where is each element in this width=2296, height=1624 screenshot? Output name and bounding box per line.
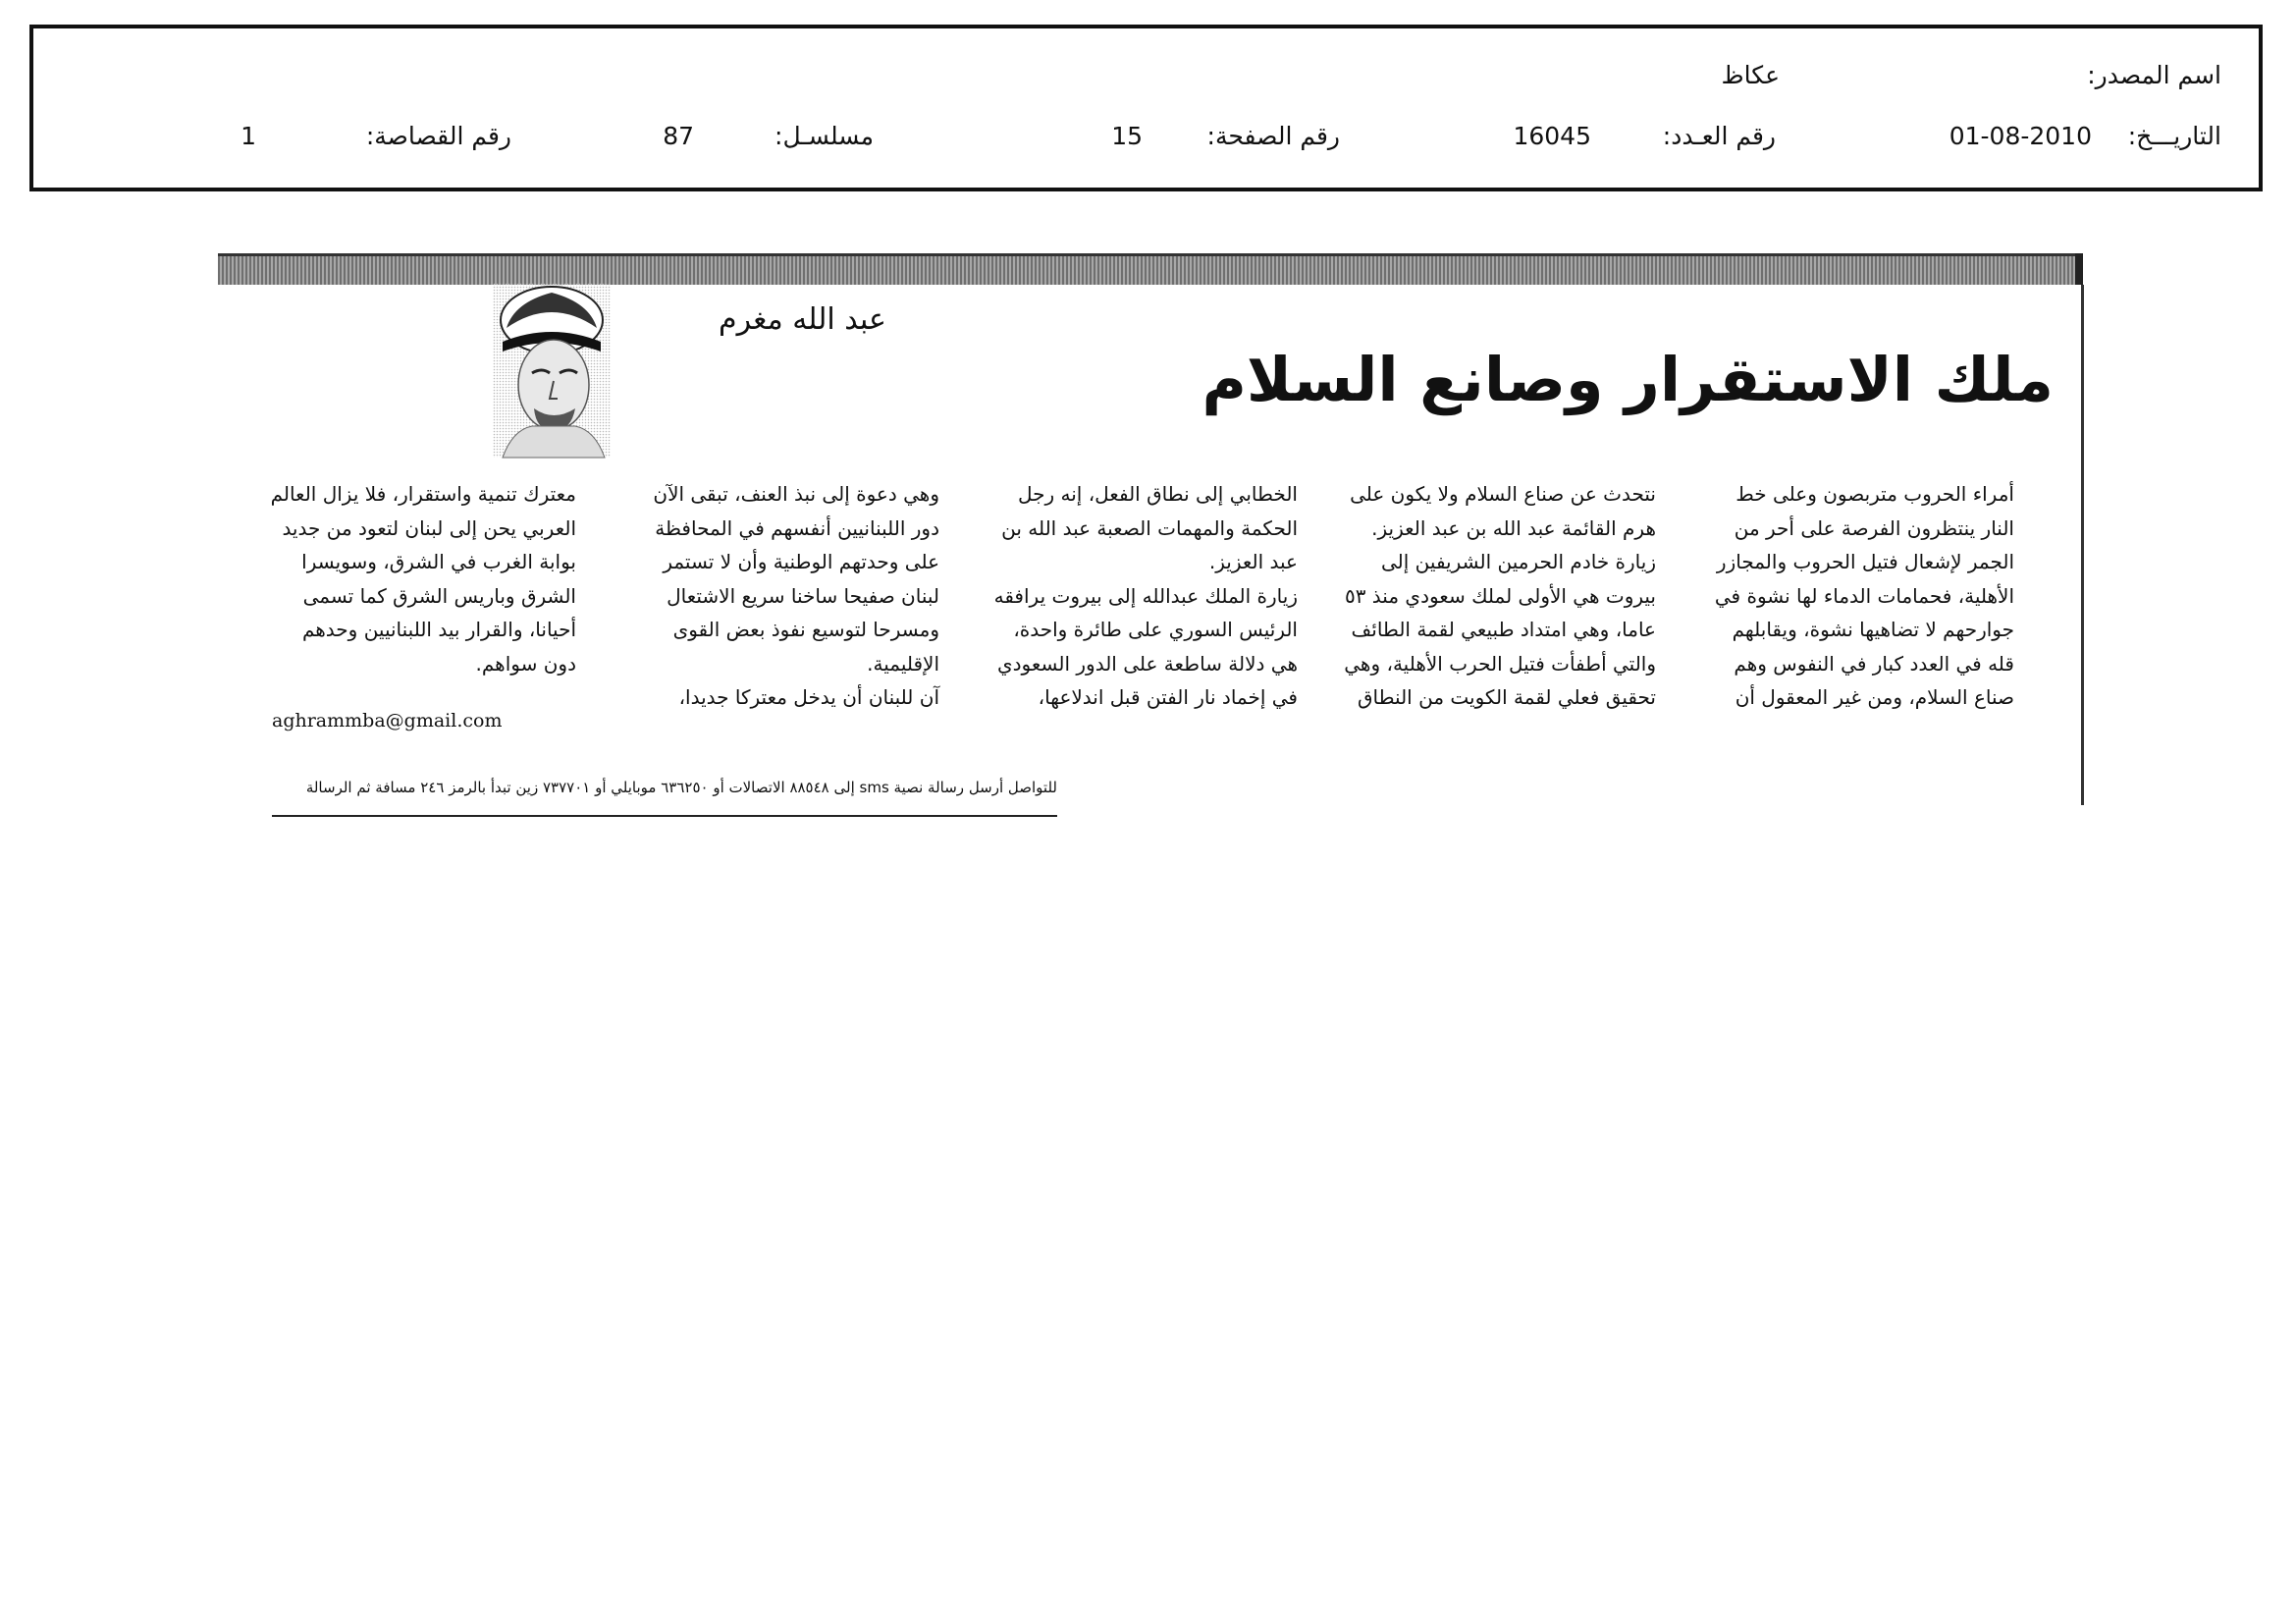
- text-line: أمراء الحروب متربصون وعلى خط: [1735, 482, 2014, 506]
- clip-value: 1: [240, 122, 256, 150]
- article-column-5: [272, 477, 576, 680]
- source-value: عكاظ: [1721, 61, 1780, 89]
- text-line: قله في العدد كبار في النفوس وهم: [1734, 651, 2014, 676]
- text-line: الجمر لإشعال فتيل الحروب والمجازر: [1716, 550, 2014, 573]
- text-line: تحقيق فعلي لقمة الكويت من النطاق: [1358, 685, 1656, 709]
- date-value: 01-08-2010: [1949, 122, 2092, 150]
- contact-note: للتواصل أرسل رسالة نصية sms إلى ٨٨٥٤٨ الاتصالات أو ٦٣٦٢٥٠ موبايلي أو ٧٣٧٧٠١ زين تبدأ بالرمز ٢٤٦ مسافة ثم الرسالة: [305, 779, 1057, 796]
- text-line: العربي يحن إلى لبنان لتعود من جديد: [282, 515, 576, 540]
- serial-value: 87: [663, 122, 694, 150]
- text-line: الخطابي إلى نطاق الفعل، إنه رجل: [1017, 482, 1298, 506]
- issue-label: رقم العـدد:: [1662, 122, 1776, 150]
- article-column-3: [993, 477, 1298, 715]
- text-line: ومسرحا لتوسيع نفوذ بعض القوى: [672, 618, 939, 641]
- clipping-right-rule: [2081, 285, 2084, 805]
- text-line: نتحدث عن صناع السلام ولا يكون على: [1350, 482, 1656, 506]
- text-line: عبد العزيز.: [1208, 550, 1298, 573]
- text-line: بيروت هي الأولى لملك سعودي منذ ٥٣: [1344, 583, 1656, 608]
- article-column-1: [1710, 477, 2014, 715]
- text-line: زيارة الملك عبدالله إلى بيروت يرافقه: [993, 583, 1298, 608]
- clipping-top-bar-end: [2075, 253, 2083, 285]
- author-photo: [493, 283, 611, 458]
- text-line: زيارة خادم الحرمين الشريفين إلى: [1381, 550, 1656, 573]
- text-line: معترك تنمية واستقرار، فلا يزال العالم: [270, 482, 576, 506]
- text-line: الشرق وباريس الشرق كما تسمى: [302, 583, 576, 608]
- article-column-4: [635, 477, 939, 715]
- text-line: الرئيس السوري على طائرة واحدة،: [1013, 618, 1298, 641]
- text-line: هي دلالة ساطعة على الدور السعودي: [997, 651, 1298, 676]
- clip-label: رقم القصاصة:: [365, 122, 511, 150]
- author-email: aghrammba@gmail.com: [272, 710, 503, 731]
- clipping-top-bar: [218, 253, 2083, 285]
- text-line: آن للبنان أن يدخل معتركا جديدا،: [678, 685, 939, 709]
- serial-label: مسلسـل:: [774, 122, 874, 150]
- text-line: أحيانا، والقرار بيد اللبنانيين وحدهم: [301, 618, 576, 641]
- text-line: الحكمة والمهمات الصعبة عبد الله بن: [1001, 515, 1298, 540]
- contact-underline: [272, 815, 1057, 817]
- text-line: النار ينتظرون الفرصة على أحر من: [1734, 515, 2014, 540]
- text-line: في إخماد نار الفتن قبل اندلاعها،: [1038, 685, 1298, 709]
- text-line: هرم القائمة عبد الله بن عبد العزيز.: [1371, 515, 1656, 540]
- text-line: الإقليمية.: [867, 651, 939, 676]
- source-label: اسم المصدر:: [2087, 61, 2221, 89]
- date-label: التاريـــخ:: [2127, 122, 2221, 150]
- text-line: بوابة الغرب في الشرق، وسويسرا: [301, 550, 576, 573]
- newspaper-clipping: [218, 253, 2083, 823]
- issue-value: 16045: [1513, 122, 1591, 150]
- text-line: دور اللبنانيين أنفسهم في المحافظة: [655, 515, 939, 540]
- author-name: عبد الله مغرم: [719, 302, 886, 337]
- text-line: الأهلية، فحمامات الدماء لها نشوة في: [1714, 583, 2014, 608]
- page-label: رقم الصفحة:: [1206, 122, 1340, 150]
- text-line: والتي أطفأت فتيل الحرب الأهلية، وهي: [1344, 651, 1656, 676]
- text-line: جوارحهم لا تضاهيها نشوة، ويقابلهم: [1732, 618, 2014, 641]
- article-column-2: [1344, 477, 1656, 715]
- text-line: عاما، وهي امتداد طبيعي لقمة الطائف: [1351, 618, 1656, 641]
- text-line: على وحدتهم الوطنية وأن لا تستمر: [663, 550, 939, 573]
- page-value: 15: [1111, 122, 1143, 150]
- text-line: دون سواهم.: [475, 651, 576, 676]
- headline: ملك الاستقرار وصانع السلام: [1201, 344, 2054, 415]
- document-info-box: [29, 25, 2263, 191]
- text-line: وهي دعوة إلى نبذ العنف، تبقى الآن: [653, 482, 939, 506]
- text-line: صناع السلام، ومن غير المعقول أن: [1735, 685, 2014, 709]
- text-line: لبنان صفيحا ساخنا سريع الاشتعال: [667, 583, 939, 608]
